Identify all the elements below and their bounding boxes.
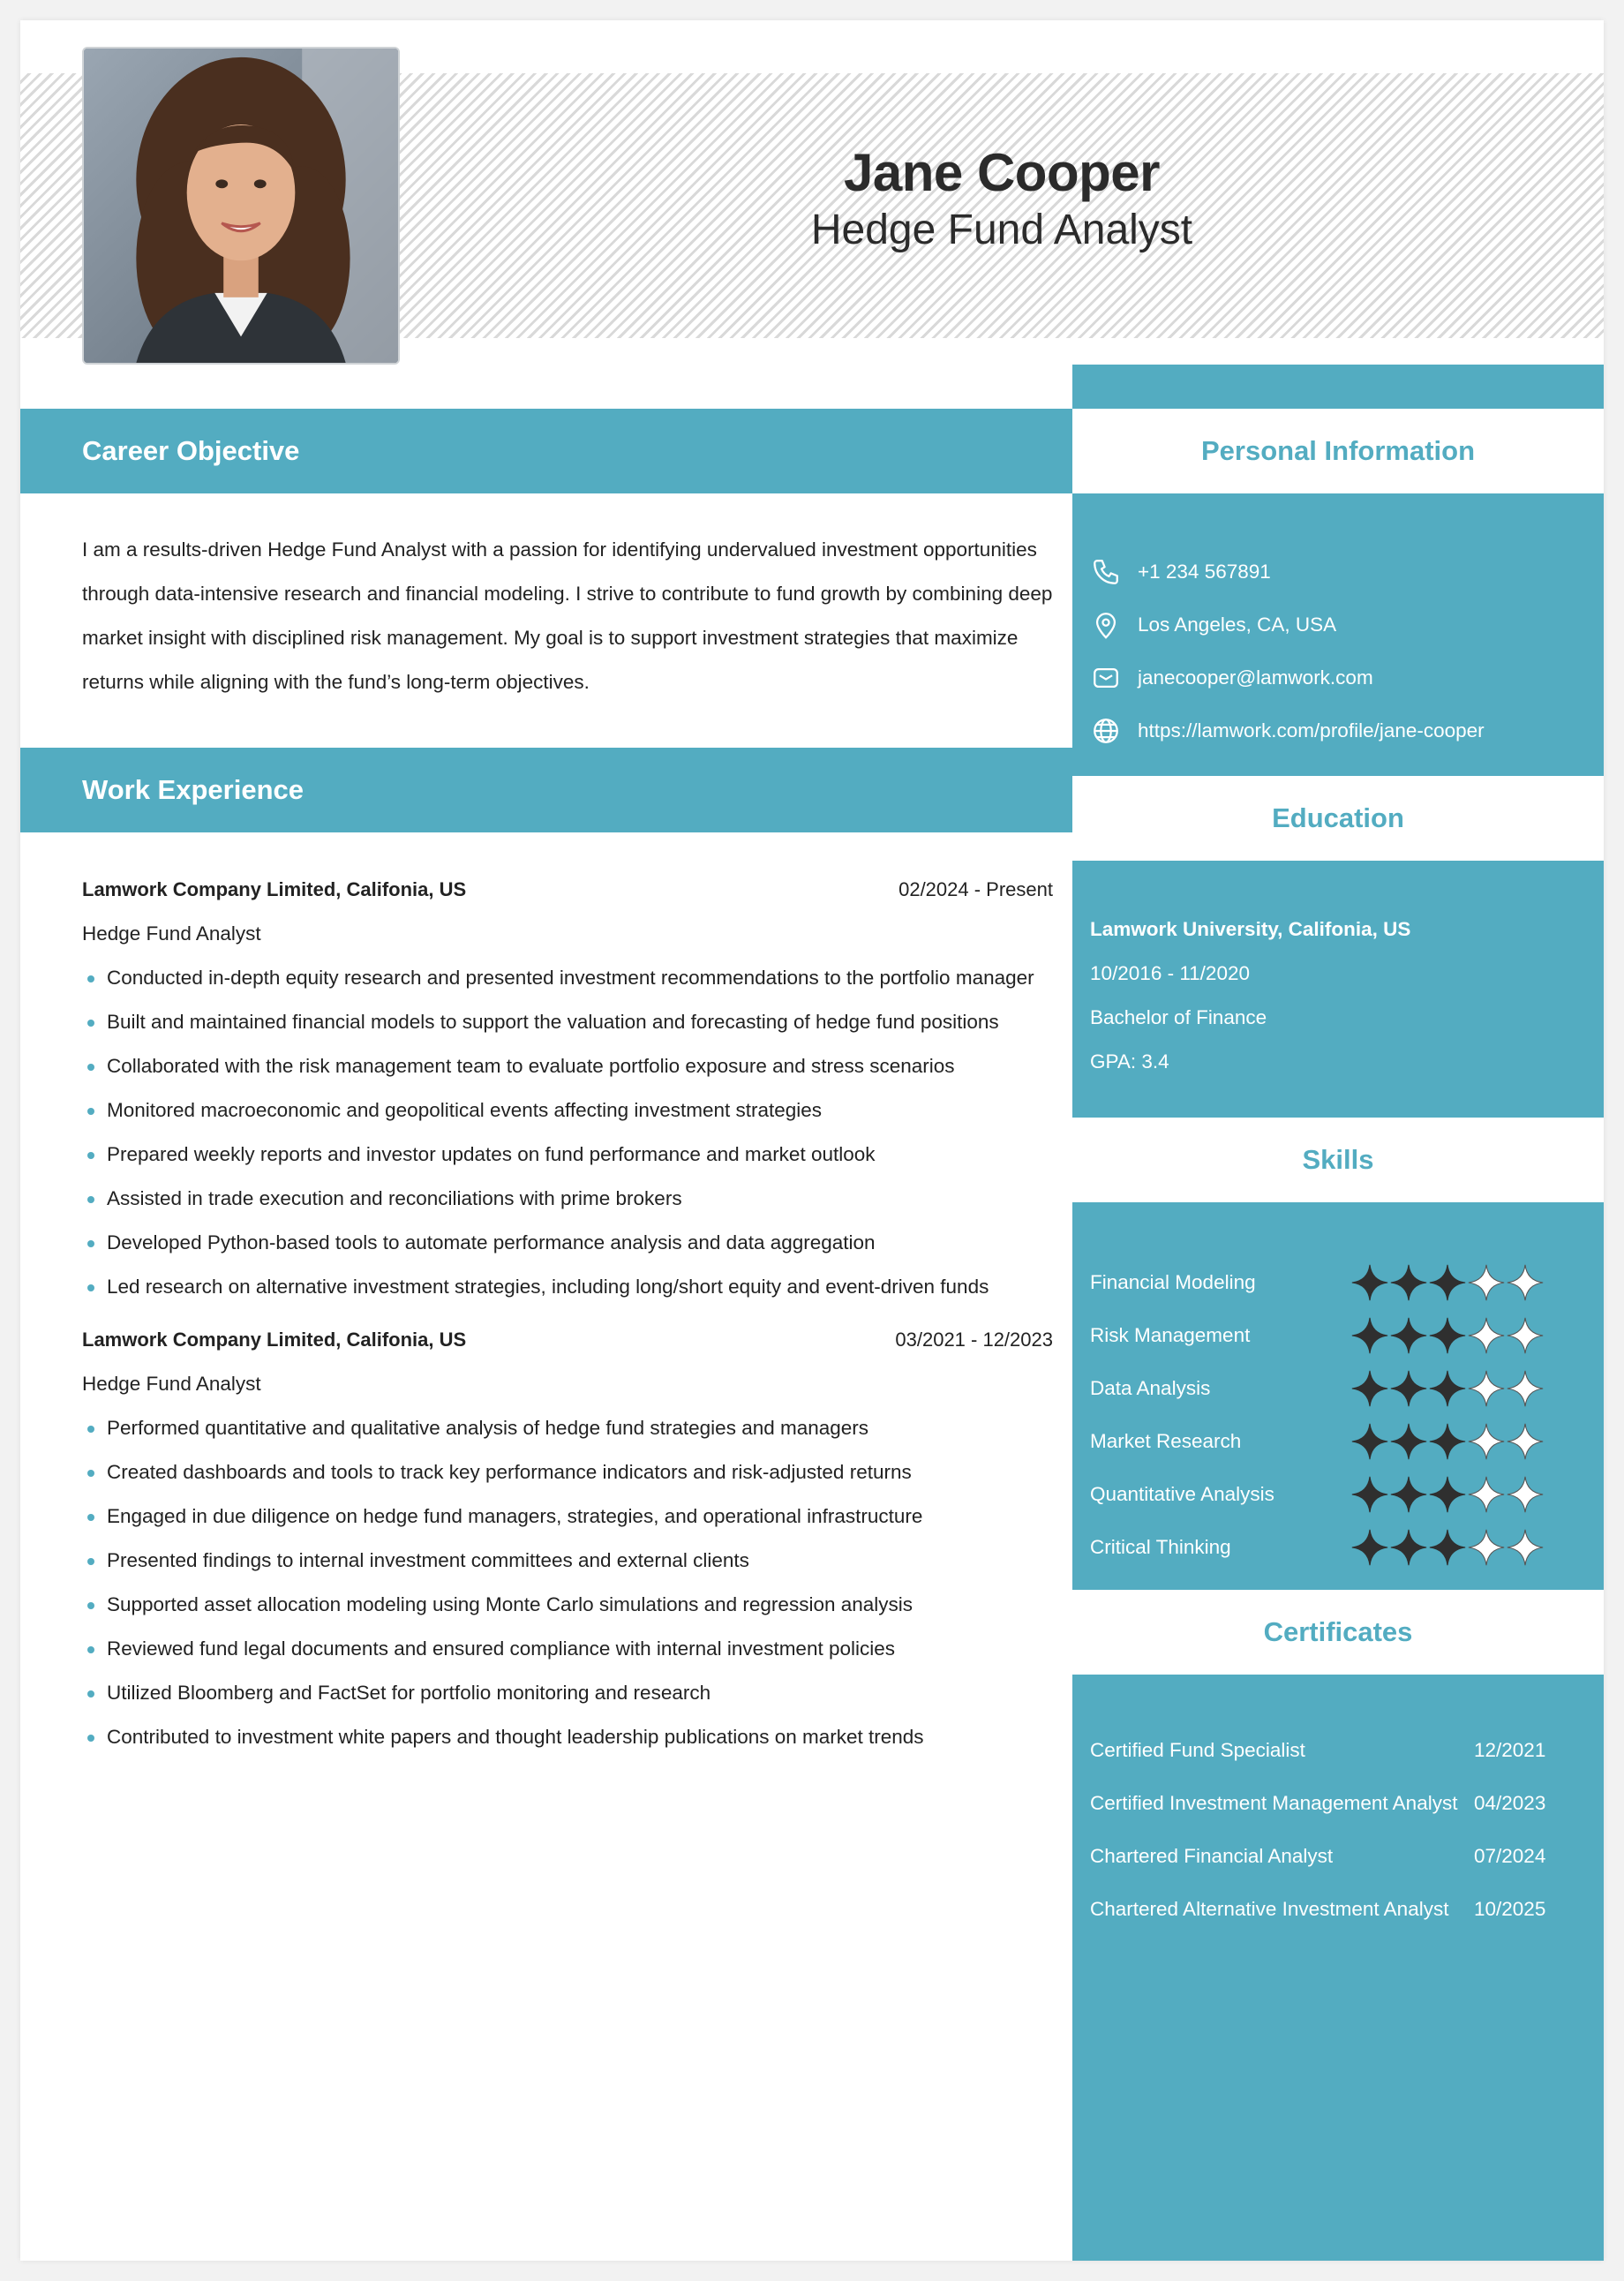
skill-row <box>1090 1468 1584 1521</box>
skills-heading: Skills <box>1072 1118 1604 1202</box>
star-empty-icon <box>1506 1263 1545 1302</box>
star-empty-icon <box>1506 1528 1545 1567</box>
star-filled-icon <box>1389 1528 1428 1567</box>
contact-email-value[interactable]: janecooper@lamwork.com <box>1138 666 1373 689</box>
certificate-row <box>1090 1830 1584 1883</box>
star-empty-icon <box>1506 1316 1545 1355</box>
skill-row <box>1090 1521 1584 1574</box>
globe-icon <box>1090 715 1122 747</box>
certificate-row <box>1090 1724 1584 1777</box>
education-dates: 10/2016 - 11/2020 <box>1090 962 1250 984</box>
star-filled-icon <box>1389 1263 1428 1302</box>
job-header <box>82 1318 1053 1362</box>
skill-rating <box>1350 1263 1545 1302</box>
skill-rating <box>1350 1422 1545 1461</box>
star-empty-icon <box>1467 1263 1506 1302</box>
contact-phone-value: +1 234 567891 <box>1138 561 1271 583</box>
skill-row <box>1090 1309 1584 1362</box>
skill-rating <box>1350 1316 1545 1355</box>
certificate-date: 04/2023 <box>1474 1792 1546 1814</box>
star-filled-icon <box>1350 1369 1389 1408</box>
education-school: Lamwork University, Califonia, US <box>1090 918 1411 940</box>
star-filled-icon <box>1428 1528 1467 1567</box>
star-filled-icon <box>1428 1316 1467 1355</box>
job-bullets <box>82 956 1053 1309</box>
certificate-name: Chartered Financial Analyst <box>1090 1845 1334 1867</box>
contact-phone <box>1090 546 1602 598</box>
job-role: Hedge Fund Analyst <box>82 922 261 945</box>
job-bullet: Collaborated with the risk management team to evaluate portfolio exposure and stress scenarios <box>82 1044 1053 1088</box>
job-bullet: Utilized Bloomberg and FactSet for portfolio monitoring and research <box>82 1671 1053 1715</box>
star-filled-icon <box>1350 1528 1389 1567</box>
star-empty-icon <box>1506 1475 1545 1514</box>
profile-photo <box>82 47 400 365</box>
skill-name: Risk Management <box>1090 1324 1251 1346</box>
star-filled-icon <box>1350 1263 1389 1302</box>
job-bullet: Created dashboards and tools to track key performance indicators and risk-adjusted returns <box>82 1450 1053 1494</box>
location-pin-icon <box>1090 609 1122 641</box>
job-bullets <box>82 1406 1053 1759</box>
job-bullet: Built and maintained financial models to support the valuation and forecasting of hedge fund positions <box>82 1000 1053 1044</box>
star-empty-icon <box>1467 1528 1506 1567</box>
contact-website <box>1090 704 1602 757</box>
job-bullet: Performed quantitative and qualitative analysis of hedge fund strategies and managers <box>82 1406 1053 1450</box>
star-empty-icon <box>1467 1422 1506 1461</box>
certificate-name: Certified Fund Specialist <box>1090 1739 1305 1761</box>
star-empty-icon <box>1467 1475 1506 1514</box>
job-dates: 03/2021 - 12/2023 <box>895 1329 1053 1351</box>
skill-name: Quantitative Analysis <box>1090 1483 1274 1505</box>
star-filled-icon <box>1350 1316 1389 1355</box>
certificates-heading: Certificates <box>1072 1590 1604 1675</box>
star-filled-icon <box>1428 1369 1467 1408</box>
candidate-title: Hedge Fund Analyst <box>810 207 1193 253</box>
job-bullet: Assisted in trade execution and reconciliations with prime brokers <box>82 1177 1053 1221</box>
contact-website-value[interactable]: https://lamwork.com/profile/jane-cooper <box>1138 719 1485 742</box>
skill-name: Financial Modeling <box>1090 1271 1256 1293</box>
skill-row <box>1090 1256 1584 1309</box>
contact-location <box>1090 598 1602 651</box>
star-filled-icon <box>1428 1422 1467 1461</box>
contact-location-value: Los Angeles, CA, USA <box>1138 614 1337 636</box>
candidate-name: Jane Cooper <box>844 143 1160 202</box>
job-role: Hedge Fund Analyst <box>82 1373 261 1395</box>
job-company: Lamwork Company Limited, Califonia, US <box>82 878 467 900</box>
certificate-date: 12/2021 <box>1474 1739 1546 1761</box>
skill-name: Data Analysis <box>1090 1377 1211 1399</box>
star-empty-icon <box>1506 1422 1545 1461</box>
education-heading: Education <box>1072 776 1604 861</box>
email-icon <box>1090 662 1122 694</box>
star-filled-icon <box>1389 1475 1428 1514</box>
job-bullet: Conducted in-depth equity research and presented investment recommendations to the portfolio manager <box>82 956 1053 1000</box>
job-entry <box>82 868 1053 1309</box>
star-empty-icon <box>1467 1369 1506 1408</box>
job-header <box>82 868 1053 912</box>
certificate-date: 10/2025 <box>1474 1898 1546 1920</box>
resume-page <box>20 20 1604 2261</box>
certificate-row <box>1090 1777 1584 1830</box>
job-bullet: Led research on alternative investment strategies, including long/short equity and event-driven funds <box>82 1265 1053 1309</box>
career-objective-text: I am a results-driven Hedge Fund Analyst with a passion for identifying undervalued investment opportunities through data-intensive research and financial modeling. I strive to contribute to fund growth by combining deep market insight with disciplined risk management. My goal is to support investment strategies that maximize returns while aligning with the fund’s long-term objectives. <box>82 538 1053 693</box>
job-bullet: Presented findings to internal investment committees and external clients <box>82 1539 1053 1583</box>
job-entry <box>82 1318 1053 1759</box>
job-bullet: Prepared weekly reports and investor updates on fund performance and market outlook <box>82 1133 1053 1177</box>
phone-icon <box>1090 556 1122 588</box>
star-filled-icon <box>1428 1475 1467 1514</box>
job-bullet: Reviewed fund legal documents and ensured compliance with internal investment policies <box>82 1627 1053 1671</box>
skill-rating <box>1350 1475 1545 1514</box>
profile-photo-illustration <box>84 49 398 363</box>
job-bullet: Monitored macroeconomic and geopolitical events affecting investment strategies <box>82 1088 1053 1133</box>
skill-name: Critical Thinking <box>1090 1536 1231 1558</box>
skill-rating <box>1350 1528 1545 1567</box>
certificate-name: Chartered Alternative Investment Analyst <box>1090 1898 1449 1920</box>
certificate-name: Certified Investment Management Analyst <box>1090 1792 1458 1814</box>
skill-name: Market Research <box>1090 1430 1242 1452</box>
star-filled-icon <box>1389 1422 1428 1461</box>
career-objective-heading: Career Objective <box>20 409 1072 493</box>
job-bullet: Engaged in due diligence on hedge fund managers, strategies, and operational infrastructure <box>82 1494 1053 1539</box>
star-filled-icon <box>1428 1263 1467 1302</box>
certificate-date: 07/2024 <box>1474 1845 1546 1867</box>
sidebar <box>1072 365 1604 2261</box>
certificate-row <box>1090 1883 1584 1936</box>
work-experience-heading: Work Experience <box>20 748 1072 832</box>
job-dates: 02/2024 - Present <box>898 878 1053 900</box>
personal-info-heading: Personal Information <box>1072 409 1604 493</box>
job-company: Lamwork Company Limited, Califonia, US <box>82 1329 467 1351</box>
skill-row <box>1090 1415 1584 1468</box>
star-empty-icon <box>1506 1369 1545 1408</box>
education-gpa: GPA: 3.4 <box>1090 1050 1169 1073</box>
star-filled-icon <box>1350 1422 1389 1461</box>
star-filled-icon <box>1389 1316 1428 1355</box>
star-filled-icon <box>1389 1369 1428 1408</box>
skill-row <box>1090 1362 1584 1415</box>
skill-rating <box>1350 1369 1545 1408</box>
star-filled-icon <box>1350 1475 1389 1514</box>
education-degree: Bachelor of Finance <box>1090 1006 1267 1028</box>
job-bullet: Supported asset allocation modeling using Monte Carlo simulations and regression analysis <box>82 1583 1053 1627</box>
star-empty-icon <box>1467 1316 1506 1355</box>
job-bullet: Developed Python-based tools to automate performance analysis and data aggregation <box>82 1221 1053 1265</box>
contact-email <box>1090 651 1602 704</box>
job-bullet: Contributed to investment white papers and thought leadership publications on market trends <box>82 1715 1053 1759</box>
